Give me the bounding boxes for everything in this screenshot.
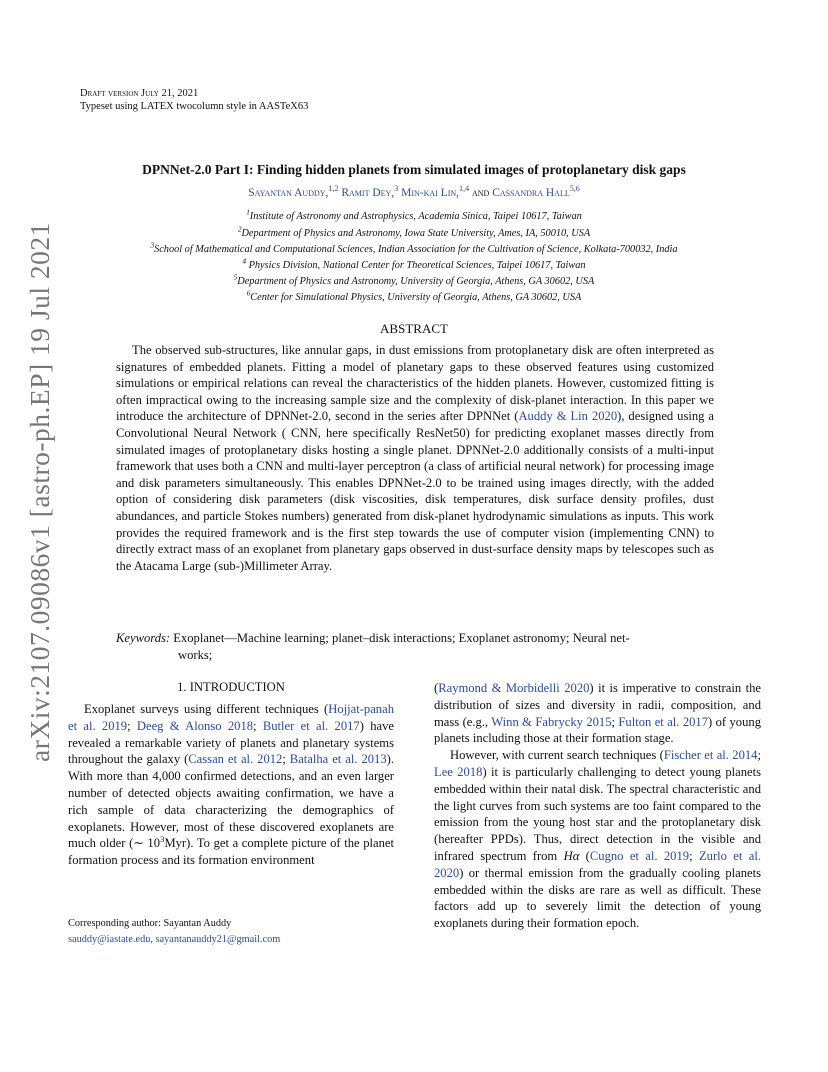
- citation-link[interactable]: Butler et al. 2017: [262, 718, 360, 733]
- aff-number: 5: [233, 273, 238, 282]
- typeset-line: Typeset using LATEX twocolumn style in AASTeX63: [80, 101, 309, 112]
- affiliation-6: [40, 289, 788, 303]
- abstract-text: ), designed using a Convolutional Neural Network ( CNN, here specifically ResNet50) for predicting exoplanet masses directly from simulated images of protoplanetary disks hosting a single planet. DPNNet-2.0 additionally consists of a multi-input framework that uses both a CNN and multi-layer perceptron (a class of artificial neural network) for processing image and disk parameters simultaneously. This enables DPNNet-2.0 to be trained using images directly, with the added option of considering disk parameters (disk viscosities, disk temperatures, disk surface density profiles, dust abundances, and particle Stokes numbers) generated from disk-planet hydrodynamic simulations as inputs. This work provides the required framework and is the first step towards the use of computer vision (implementing CNN) to directly extract mass of an exoplanet from planetary gaps observed in dust-surface density maps by telescopes such as the Atacama Large (sub-)Millimeter Array.: [116, 409, 715, 573]
- citation-link[interactable]: Zurlo et al. 2020: [434, 848, 761, 880]
- aff-text: Institute of Astronomy and Astrophysics, Academia Sinica, Taipei 10617, Taiwan: [249, 211, 582, 222]
- citation-link[interactable]: Raymond & Morbidelli 2020: [438, 681, 590, 695]
- body-text: Exoplanet surveys using different techniques (: [84, 702, 329, 716]
- affiliation-4: [40, 257, 788, 271]
- right-paragraph-2: [434, 747, 761, 932]
- citation-link[interactable]: Lee 2018: [434, 764, 483, 779]
- author-sup: 1,2: [328, 184, 339, 194]
- affiliation-1: [40, 208, 788, 222]
- citation-link[interactable]: Winn & Fabrycky 2015: [491, 714, 612, 729]
- aff-text: Department of Physics and Astronomy, University of Georgia, Athens, GA 30602, USA: [237, 276, 595, 287]
- citation-link[interactable]: Fulton et al. 2017: [618, 714, 709, 729]
- aff-text: Center for Simulational Physics, University of Georgia, Athens, GA 30602, USA: [250, 292, 582, 303]
- body-text: However, with current search techniques (: [450, 748, 664, 763]
- aff-number: 1: [246, 208, 250, 217]
- aff-text: Department of Physics and Astronomy, Iowa State University, Ames, IA, 50010, USA: [241, 228, 591, 239]
- author-sup: 3: [394, 184, 399, 194]
- right-paragraph-1: (Raymond & Morbidelli 2020) it is imperative to constrain the distribution of sizes and diversity in radii, composition, and mass (e.g., Winn & Fabrycky 2015; Fulton et al. 2017) of young planets including those at their formation stage.: [434, 681, 761, 746]
- body-text: ;: [611, 714, 619, 729]
- body-text: ) it is particularly challenging to detect young planets embedded within their natal disk. The spectral characteristic and the light curves from such systems are too faint compared to the emission from the young host star and the protoplanetary disk (hereafter PPDs). Thus, direct detection in the visible and infrared spectrum from: [434, 764, 761, 863]
- author-sup: 5,6: [569, 184, 580, 194]
- author-dey[interactable]: Ramit Dey,: [341, 187, 395, 199]
- aff-number: 3: [150, 241, 155, 250]
- author-emails[interactable]: sauddy@iastate.edu, sayantanauddy21@gmail.com: [68, 934, 281, 945]
- body-text: ) have revealed a remarkable variety of planets and planetary systems throughout the galaxy (: [68, 718, 394, 767]
- paper-title: DPNNet-2.0 Part I: Finding hidden planets from simulated images of protoplanetary disk gaps: [142, 162, 686, 177]
- aff-text: Physics Division, National Center for Theoretical Sciences, Taipei 10617, Taiwan: [246, 260, 586, 271]
- affiliation-3: [40, 241, 788, 255]
- body-text: Myr). To get a complete picture of the planet formation process and its formation environment: [68, 836, 394, 868]
- body-text: ;: [253, 718, 263, 733]
- affiliation-2: [40, 225, 788, 239]
- intro-right-column: [434, 680, 761, 932]
- arxiv-sidebar-id: arXiv:2107.09086v1 [astro-ph.EP] 19 Jul 2021: [24, 222, 55, 762]
- keywords-line-2: works;: [178, 647, 213, 662]
- section-heading-introduction: 1. INTRODUCTION: [177, 680, 285, 694]
- abstract-body: [116, 342, 714, 574]
- aff-number: 2: [237, 225, 242, 234]
- author-sup: 1,4: [459, 184, 470, 194]
- author-list: [40, 184, 788, 199]
- body-text: ;: [689, 848, 699, 863]
- body-text: ;: [757, 748, 761, 763]
- abstract-heading: ABSTRACT: [380, 321, 448, 336]
- citation-link[interactable]: Fischer et al. 2014: [663, 748, 758, 763]
- author-and: and: [471, 187, 490, 199]
- body-text: ) of young planets including those at their formation stage.: [434, 714, 761, 746]
- keywords-label: Keywords:: [116, 631, 171, 645]
- footnote: [68, 916, 280, 948]
- h-alpha-symbol: Hα: [563, 848, 580, 863]
- abstract-text: The observed sub-structures, like annular gaps, in dust emissions from protoplanetary disk are often interpreted as signatures of embedded planets. Fitting a model of planetary gaps to these observed features using customized simulations or empirical relations can reveal the characteristics of the hidden planets. However, customized fitting is often impractical owing to the increasing sample size and the complexity of disk-planet interaction. In this paper we introduce the architecture of DPNNet-2.0, second in the series after DPNNet (: [116, 343, 714, 424]
- citation-link[interactable]: Cassan et al. 2012: [188, 752, 283, 767]
- superscript: 3: [160, 834, 165, 845]
- body-text: ). With more than 4,000 confirmed detections, and an even larger number of detected objects awaiting confirmation, we have a rich sample of data characterizing the demographics of exoplanets. However, most of these discovered exoplanets are much older (∼ 10: [68, 752, 394, 851]
- intro-left-column: [68, 701, 394, 869]
- author-lin[interactable]: Min-kai Lin,: [401, 187, 460, 199]
- keywords-line-1: Exoplanet—Machine learning; planet–disk interactions; Exoplanet astronomy; Neural net-: [173, 631, 630, 645]
- aff-text: School of Mathematical and Computational Sciences, Indian Association for the Cultivation of Science, Kolkata-700032, India: [154, 244, 678, 255]
- citation-link[interactable]: Hojjat-panah et al. 2019: [68, 702, 394, 733]
- draft-version: Draft version July 21, 2021: [80, 88, 199, 99]
- author-auddy[interactable]: Sayantan Auddy,: [248, 187, 329, 199]
- corresponding-author: Corresponding author: Sayantan Auddy: [68, 918, 232, 929]
- body-text: ) it is imperative to constrain the distribution of sizes and diversity in radii, composition, and mass (e.g.,: [434, 681, 761, 729]
- body-text: ) or thermal emission from the gradually cooling planets embedded within the disks are rare as well as difficult. These factors add up to severely limit the detection of young exoplanets during their formation epoch.: [434, 865, 761, 931]
- citation-link[interactable]: Deeg & Alonso 2018: [136, 718, 254, 733]
- aff-number: 6: [246, 289, 251, 298]
- citation-link[interactable]: Auddy & Lin 2020: [518, 409, 618, 424]
- keywords: [116, 630, 714, 663]
- author-hall[interactable]: Cassandra Hall: [492, 187, 570, 199]
- affiliation-5: [40, 273, 788, 287]
- citation-link[interactable]: Cugno et al. 2019: [589, 848, 690, 863]
- body-text: ;: [127, 718, 137, 733]
- aff-number: 4: [242, 257, 247, 266]
- body-text: (: [579, 848, 590, 863]
- body-text: ;: [282, 752, 290, 767]
- citation-link[interactable]: Batalha et al. 2013: [289, 752, 387, 767]
